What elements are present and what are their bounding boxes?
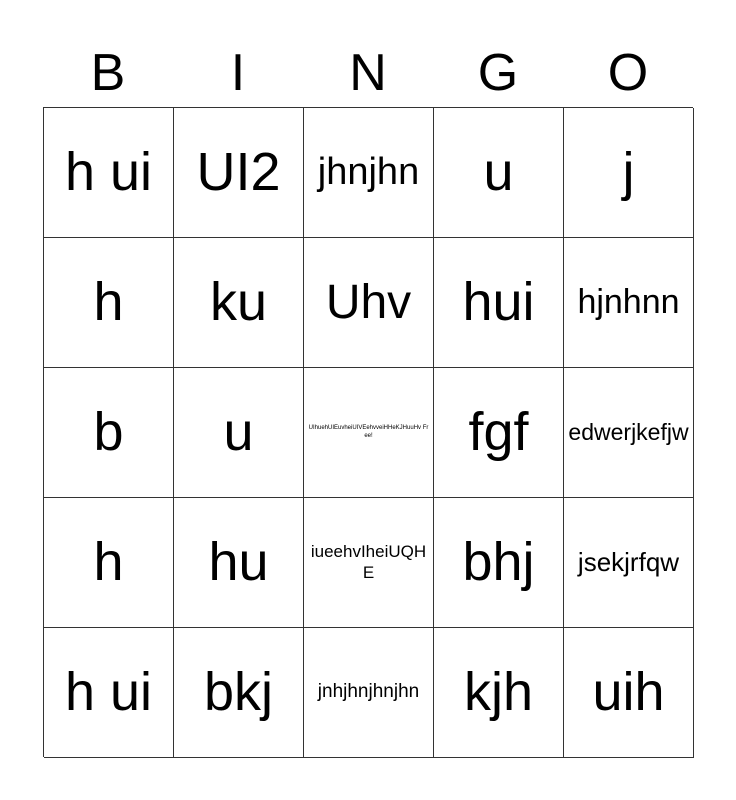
cell-text: edwerjkefjw <box>568 418 689 445</box>
cell-text: uih <box>592 662 665 723</box>
cell-text: bhj <box>462 532 535 593</box>
bingo-cell[interactable] <box>564 498 694 628</box>
bingo-cell[interactable] <box>44 238 174 368</box>
header-letter-b: B <box>90 44 126 102</box>
bingo-cell[interactable] <box>174 238 304 368</box>
cell-text: jnhjhnjhnjhn <box>317 681 420 703</box>
bingo-cell[interactable] <box>174 498 304 628</box>
bingo-cell[interactable] <box>44 108 174 238</box>
bingo-cell[interactable] <box>564 368 694 498</box>
cell-text: hjnhnn <box>577 283 680 322</box>
bingo-cell[interactable] <box>434 628 564 758</box>
cell-text: UI2 <box>196 142 281 203</box>
cell-text: h ui <box>64 142 153 203</box>
bingo-cell[interactable] <box>174 108 304 238</box>
header-letter-i: I <box>230 44 246 102</box>
cell-text: b <box>93 402 124 463</box>
bingo-cell[interactable] <box>564 628 694 758</box>
header-letter-n: N <box>349 44 387 102</box>
bingo-cell[interactable] <box>44 628 174 758</box>
header-letter-g: G <box>477 44 519 102</box>
cell-text: h ui <box>64 662 153 723</box>
cell-text: hu <box>208 532 269 593</box>
bingo-header <box>43 40 693 106</box>
bingo-cell[interactable] <box>434 108 564 238</box>
bingo-cell[interactable] <box>174 628 304 758</box>
cell-text: fgf <box>468 402 529 463</box>
cell-text: iueehvIheiUQHE <box>310 542 427 582</box>
bingo-cell[interactable] <box>304 628 434 758</box>
bingo-cell[interactable] <box>304 498 434 628</box>
bingo-cell[interactable] <box>44 498 174 628</box>
bingo-cell[interactable] <box>434 238 564 368</box>
bingo-cell[interactable] <box>304 238 434 368</box>
bingo-cell[interactable] <box>564 238 694 368</box>
cell-text: j <box>622 142 635 203</box>
cell-text: jhnjhn <box>317 150 420 193</box>
bingo-cell[interactable] <box>434 368 564 498</box>
cell-text: Uhv <box>325 275 412 329</box>
cell-text: ku <box>209 272 268 333</box>
bingo-cell[interactable] <box>304 108 434 238</box>
bingo-cell[interactable] <box>174 368 304 498</box>
free-space-text: UIhuehUIEuvheiUIVEehvveiHHeKJHuuHv Free! <box>308 425 429 439</box>
cell-text: hui <box>462 272 535 333</box>
cell-text: h <box>93 272 124 333</box>
free-space-cell[interactable] <box>304 368 434 498</box>
bingo-cell[interactable] <box>434 498 564 628</box>
cell-text: h <box>93 532 124 593</box>
bingo-cell[interactable] <box>44 368 174 498</box>
bingo-cell[interactable] <box>564 108 694 238</box>
cell-text: u <box>223 402 254 463</box>
cell-text: bkj <box>203 662 274 723</box>
header-letter-o: O <box>607 44 649 102</box>
bingo-card-grid <box>43 107 693 757</box>
cell-text: jsekjrfqw <box>577 546 680 577</box>
cell-text: kjh <box>463 662 534 723</box>
cell-text: u <box>483 142 514 203</box>
